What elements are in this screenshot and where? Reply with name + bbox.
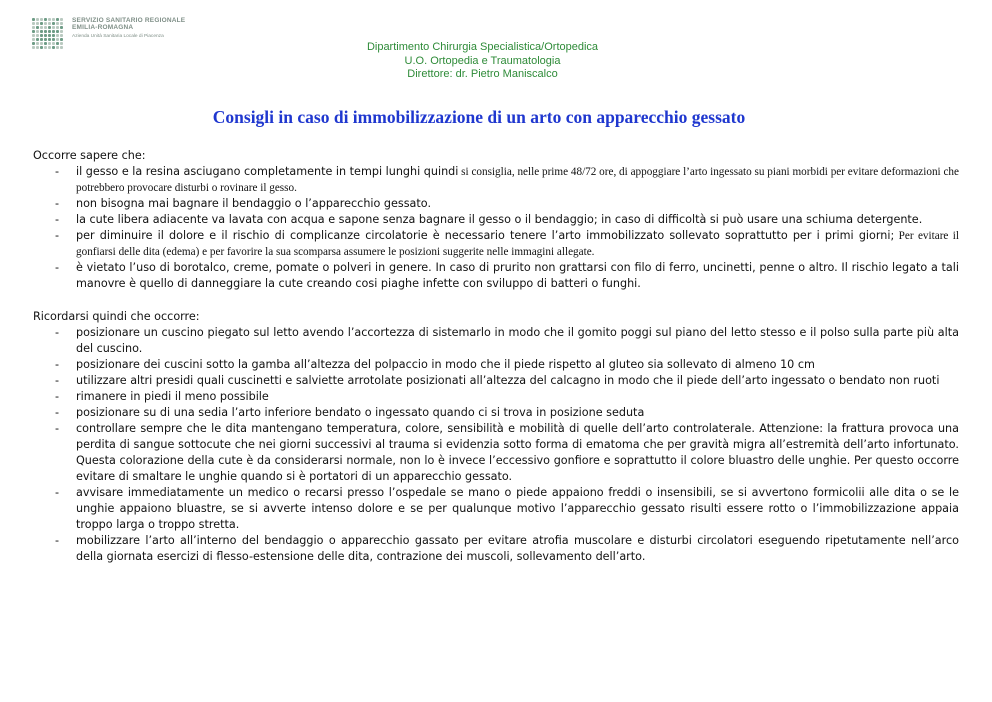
list-item <box>33 164 959 196</box>
logo-dot <box>52 26 55 29</box>
logo-dot <box>56 30 59 33</box>
logo-dot <box>56 26 59 29</box>
logo-dot <box>36 42 39 45</box>
logo-dot <box>40 18 43 21</box>
bullet-dash: - <box>55 374 60 387</box>
logo-dot <box>60 38 63 41</box>
list-item <box>33 533 959 565</box>
bullet-dash: - <box>55 422 60 435</box>
logo-dot <box>56 42 59 45</box>
logo-dot <box>60 22 63 25</box>
list-item-text: per diminuire il dolore e il rischio di complicanze circolatorie è necessario tenere l’arto immobilizzato sollevato soprattutto per i primi giorni; <box>76 229 895 242</box>
logo-dot <box>36 46 39 49</box>
logo-dot <box>40 34 43 37</box>
list-item <box>33 405 959 421</box>
logo-dot <box>44 38 47 41</box>
bullet-dash: - <box>55 326 60 339</box>
list-item <box>33 325 959 357</box>
logo-dot <box>32 46 35 49</box>
logo-dot <box>40 42 43 45</box>
logo-line-1: SERVIZIO SANITARIO REGIONALE <box>72 17 186 24</box>
logo-mark-icon <box>32 18 66 50</box>
logo-dot <box>32 18 35 21</box>
bullet-dash: - <box>55 229 60 242</box>
logo-dot <box>60 34 63 37</box>
list-item-text: controllare sempre che le dita mantengano temperatura, colore, sensibilità e mobilità di quelle dell’arto controlaterale. Attenzione: la frattura provoca una perdita di sangue sottocute che nei giorni successivi al trauma si evidenzia sotto forma di ematoma che per gravità migra all’estremità dell’arto infortunato. Questa colorazione della cute è da considerarsi normale, non lo è invece l’eccessivo gonfiore e soprattutto il colore bluastro delle unghie. Per questo occorre evitare di smaltare le unghie quando si è portatori di un apparecchio gessato. <box>76 422 959 483</box>
bullet-dash: - <box>55 390 60 403</box>
bullet-dash: - <box>55 406 60 419</box>
logo-dot <box>44 18 47 21</box>
logo-dot <box>36 18 39 21</box>
logo-dot <box>40 38 43 41</box>
list-item-text: avvisare immediatamente un medico o recarsi presso l’ospedale se mano o piede appaiono freddi o insensibili, se si avvertono formicolii alle dita o se le unghie appaiono bluastre, se si avverte intenso dolore e se per qualunque motivo l’apparecchio gessato risulti essere rotto o l’immobilizzazione appaia troppo larga o troppo stretta. <box>76 486 959 531</box>
main-content <box>33 148 959 565</box>
list-item-text: mobilizzare l’arto all’interno del bendaggio o apparecchio gassato per evitare atrofia muscolare e disturbi circolatori eseguendo ripetutamente nell’arco della giornata esercizi di flesso-estensione delle dita, contrazione dei muscoli, sollevamento dell’arto. <box>76 534 959 563</box>
logo-dot <box>44 34 47 37</box>
logo-dot <box>56 18 59 21</box>
logo-dot <box>36 26 39 29</box>
logo-dot <box>32 30 35 33</box>
list-item-text: posizionare su di una sedia l’arto inferiore bendato o ingessato quando ci si trova in posizione seduta <box>76 406 645 419</box>
logo-dot <box>32 34 35 37</box>
logo-dot <box>48 38 51 41</box>
logo-dot <box>48 46 51 49</box>
logo-dot <box>40 26 43 29</box>
logo-dot <box>48 26 51 29</box>
department-name: Dipartimento Chirurgia Specialistica/Ortopedica <box>366 41 599 53</box>
logo-dot <box>32 26 35 29</box>
logo-dot <box>36 38 39 41</box>
department-header <box>330 41 635 82</box>
logo-dot <box>52 42 55 45</box>
list-item <box>33 421 959 485</box>
list-item <box>33 373 959 389</box>
logo-dot <box>44 26 47 29</box>
list-item <box>33 357 959 373</box>
bullet-dash: - <box>55 534 60 547</box>
list-item <box>33 389 959 405</box>
bullet-dash: - <box>55 486 60 499</box>
logo-dot <box>60 46 63 49</box>
list-item-text: posizionare dei cuscini sotto la gamba all’altezza del polpaccio in modo che il piede rispetto al gluteo sia sollevato di almeno 10 cm <box>76 358 815 371</box>
list-item-text: utilizzare altri presidi quali cuscinetti e salviette arrotolate posizionati all’altezza del calcagno in modo che il piede dell’arto ingessato o bendato non ruoti <box>76 374 940 387</box>
logo-dot <box>56 34 59 37</box>
logo-dot <box>52 38 55 41</box>
logo-dot <box>56 38 59 41</box>
logo-dot <box>48 22 51 25</box>
logo-dot <box>52 34 55 37</box>
logo-dot <box>40 30 43 33</box>
logo-line-2: EMILIA-ROMAGNA <box>72 23 134 31</box>
list-item-text: il gesso e la resina asciugano completamente in tempi lunghi quindi <box>76 165 459 178</box>
logo-dot <box>36 22 39 25</box>
list-item-text: posizionare un cuscino piegato sul letto avendo l’accortezza di sistemarlo in modo che il gomito poggi sul piano del letto stesso e il polso sulla parte più alta del cuscino. <box>76 326 959 355</box>
logo-dot <box>44 42 47 45</box>
logo-dot <box>52 46 55 49</box>
logo-dot <box>44 30 47 33</box>
list-item <box>33 228 959 260</box>
logo-dot <box>44 46 47 49</box>
logo-dot <box>36 30 39 33</box>
list-item-text: la cute libera adiacente va lavata con acqua e sapone senza bagnare il gesso o il bendaggio; in caso di difficoltà si può usare una schiuma detergente. <box>76 213 923 226</box>
list-item-note: si consiglia, nelle prime 48/72 ore, di appoggiare l’arto ingessato su piani morbidi per evitare deformazioni che potrebbero provocare disturbi o rovinare il gesso. <box>76 166 959 194</box>
logo-dot <box>52 18 55 21</box>
list-item <box>33 196 959 212</box>
director-name: Direttore: dr. Pietro Maniscalco <box>407 68 558 80</box>
bullet-dash: - <box>55 165 60 178</box>
logo-dot <box>60 18 63 21</box>
logo-dot <box>32 38 35 41</box>
logo-dot <box>36 34 39 37</box>
logo-dot <box>60 26 63 29</box>
bullet-dash: - <box>55 213 60 226</box>
logo-dot <box>48 18 51 21</box>
section-heading-sapere: Occorre sapere che: <box>33 149 146 162</box>
logo-dot <box>40 22 43 25</box>
logo-dot <box>48 34 51 37</box>
bullet-dash: - <box>55 358 60 371</box>
logo-dot <box>48 42 51 45</box>
list-item-text: rimanere in piedi il meno possibile <box>76 390 269 403</box>
logo <box>32 18 185 50</box>
section-heading-ricordarsi: Ricordarsi quindi che occorre: <box>33 310 200 323</box>
list-item <box>33 212 959 228</box>
list-item-text: non bisogna mai bagnare il bendaggio o l’apparecchio gessato. <box>76 197 432 210</box>
logo-dot <box>48 30 51 33</box>
logo-dot <box>60 42 63 45</box>
logo-dot <box>40 46 43 49</box>
section-list-ricordarsi <box>33 325 959 565</box>
section-list-sapere <box>33 164 959 292</box>
logo-text <box>72 18 185 39</box>
logo-dot <box>60 30 63 33</box>
unit-name: U.O. Ortopedia e Traumatologia <box>404 54 561 67</box>
list-item-note: Per evitare il gonfiarsi delle dita (edema) e per favorire la sua scomparsa assumere le posizioni suggerite nelle immagini allegate. <box>76 230 960 258</box>
logo-dot <box>56 22 59 25</box>
logo-dot <box>52 22 55 25</box>
logo-dot <box>56 46 59 49</box>
logo-dot <box>44 22 47 25</box>
page-title: Consigli in caso di immobilizzazione di un arto con apparecchio gessato <box>212 107 746 127</box>
bullet-dash: - <box>55 261 60 274</box>
list-item-text: è vietato l’uso di borotalco, creme, pomate o polveri in genere. In caso di prurito non grattarsi con filo di ferro, uncinetti, penne o altro. Il rischio legato a tali manovre è quello di danneggiare la cute creando cosi piaghe infette con sviluppo di batteri o funghi. <box>76 261 959 290</box>
logo-dot <box>32 42 35 45</box>
list-item <box>33 260 959 292</box>
logo-dot <box>52 30 55 33</box>
logo-line-3: Azienda Unità Sanitaria Locale di Piacenza <box>72 33 164 39</box>
bullet-dash: - <box>55 197 60 210</box>
logo-dot <box>32 22 35 25</box>
list-item <box>33 485 959 533</box>
